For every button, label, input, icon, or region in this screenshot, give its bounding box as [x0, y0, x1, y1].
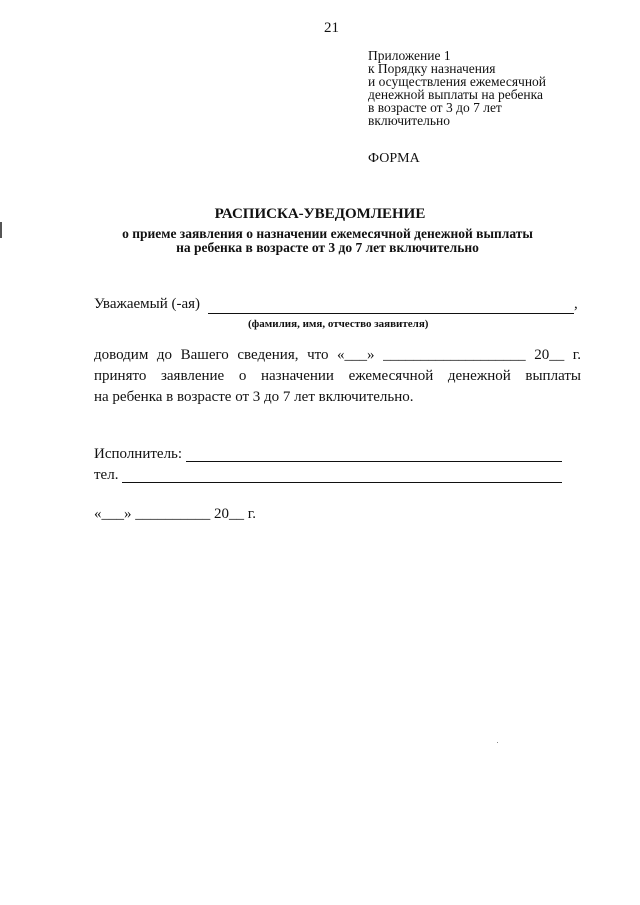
phone-field[interactable]: [122, 482, 562, 483]
document-title: РАСПИСКА-УВЕДОМЛЕНИЕ: [214, 206, 426, 222]
notice-word: назначении: [260, 368, 334, 384]
form-label: ФОРМА: [368, 151, 420, 166]
notice-word: заявление: [160, 368, 225, 384]
notice-word: выплаты: [525, 368, 581, 384]
appendix-line: в возрасте от 3 до 7 лет: [368, 100, 502, 115]
notice-line-1: [94, 347, 581, 364]
notice-line-3: на ребенка в возрасте от 3 до 7 лет включительно.: [94, 389, 414, 405]
appendix-block: [368, 49, 546, 127]
executor-label: Исполнитель:: [94, 446, 183, 462]
notice-word: Вашего: [180, 347, 229, 363]
greeting-label: Уважаемый (-ая): [94, 296, 201, 312]
notice-word: принято: [94, 368, 147, 384]
page-number: 21: [324, 20, 339, 36]
notice-word: г.: [572, 347, 581, 363]
notice-word: о: [238, 368, 247, 384]
month-blank-field[interactable]: ___________________: [383, 347, 526, 363]
greeting-comma: ,: [574, 296, 578, 312]
appendix-line: Приложение 1: [368, 48, 451, 63]
day-blank-field[interactable]: «___»: [337, 347, 375, 363]
subtitle-line-1: о приеме заявления о назначении ежемесячной денежной выплаты: [122, 226, 533, 241]
notice-word: сведения,: [237, 347, 299, 363]
notice-word: доводим: [94, 347, 149, 363]
notice-word: денежной: [447, 368, 511, 384]
signature-date[interactable]: «___» __________ 20__ г.: [94, 506, 256, 522]
notice-word: что: [307, 347, 329, 363]
notice-word: ежемесячной: [348, 368, 434, 384]
appendix-line: денежной выплаты на ребенка: [368, 87, 543, 102]
subtitle-line-2: на ребенка в возрасте от 3 до 7 лет включительно: [176, 240, 479, 255]
phone-label: тел.: [94, 467, 119, 483]
executor-field[interactable]: [186, 461, 562, 462]
appendix-line: включительно: [368, 113, 451, 128]
appendix-line: к Порядку назначения: [368, 61, 496, 76]
notice-line-2: [94, 368, 581, 385]
notice-word: до: [156, 347, 173, 363]
appendix-line: и осуществления ежемесячной: [368, 74, 547, 89]
year-blank-field[interactable]: 20__: [534, 347, 565, 363]
applicant-name-hint: (фамилия, имя, отчество заявителя): [248, 318, 429, 330]
scan-speck: [497, 742, 498, 743]
document-subtitle: [0, 227, 640, 255]
applicant-name-field[interactable]: [208, 313, 574, 314]
margin-mark: [0, 222, 2, 238]
